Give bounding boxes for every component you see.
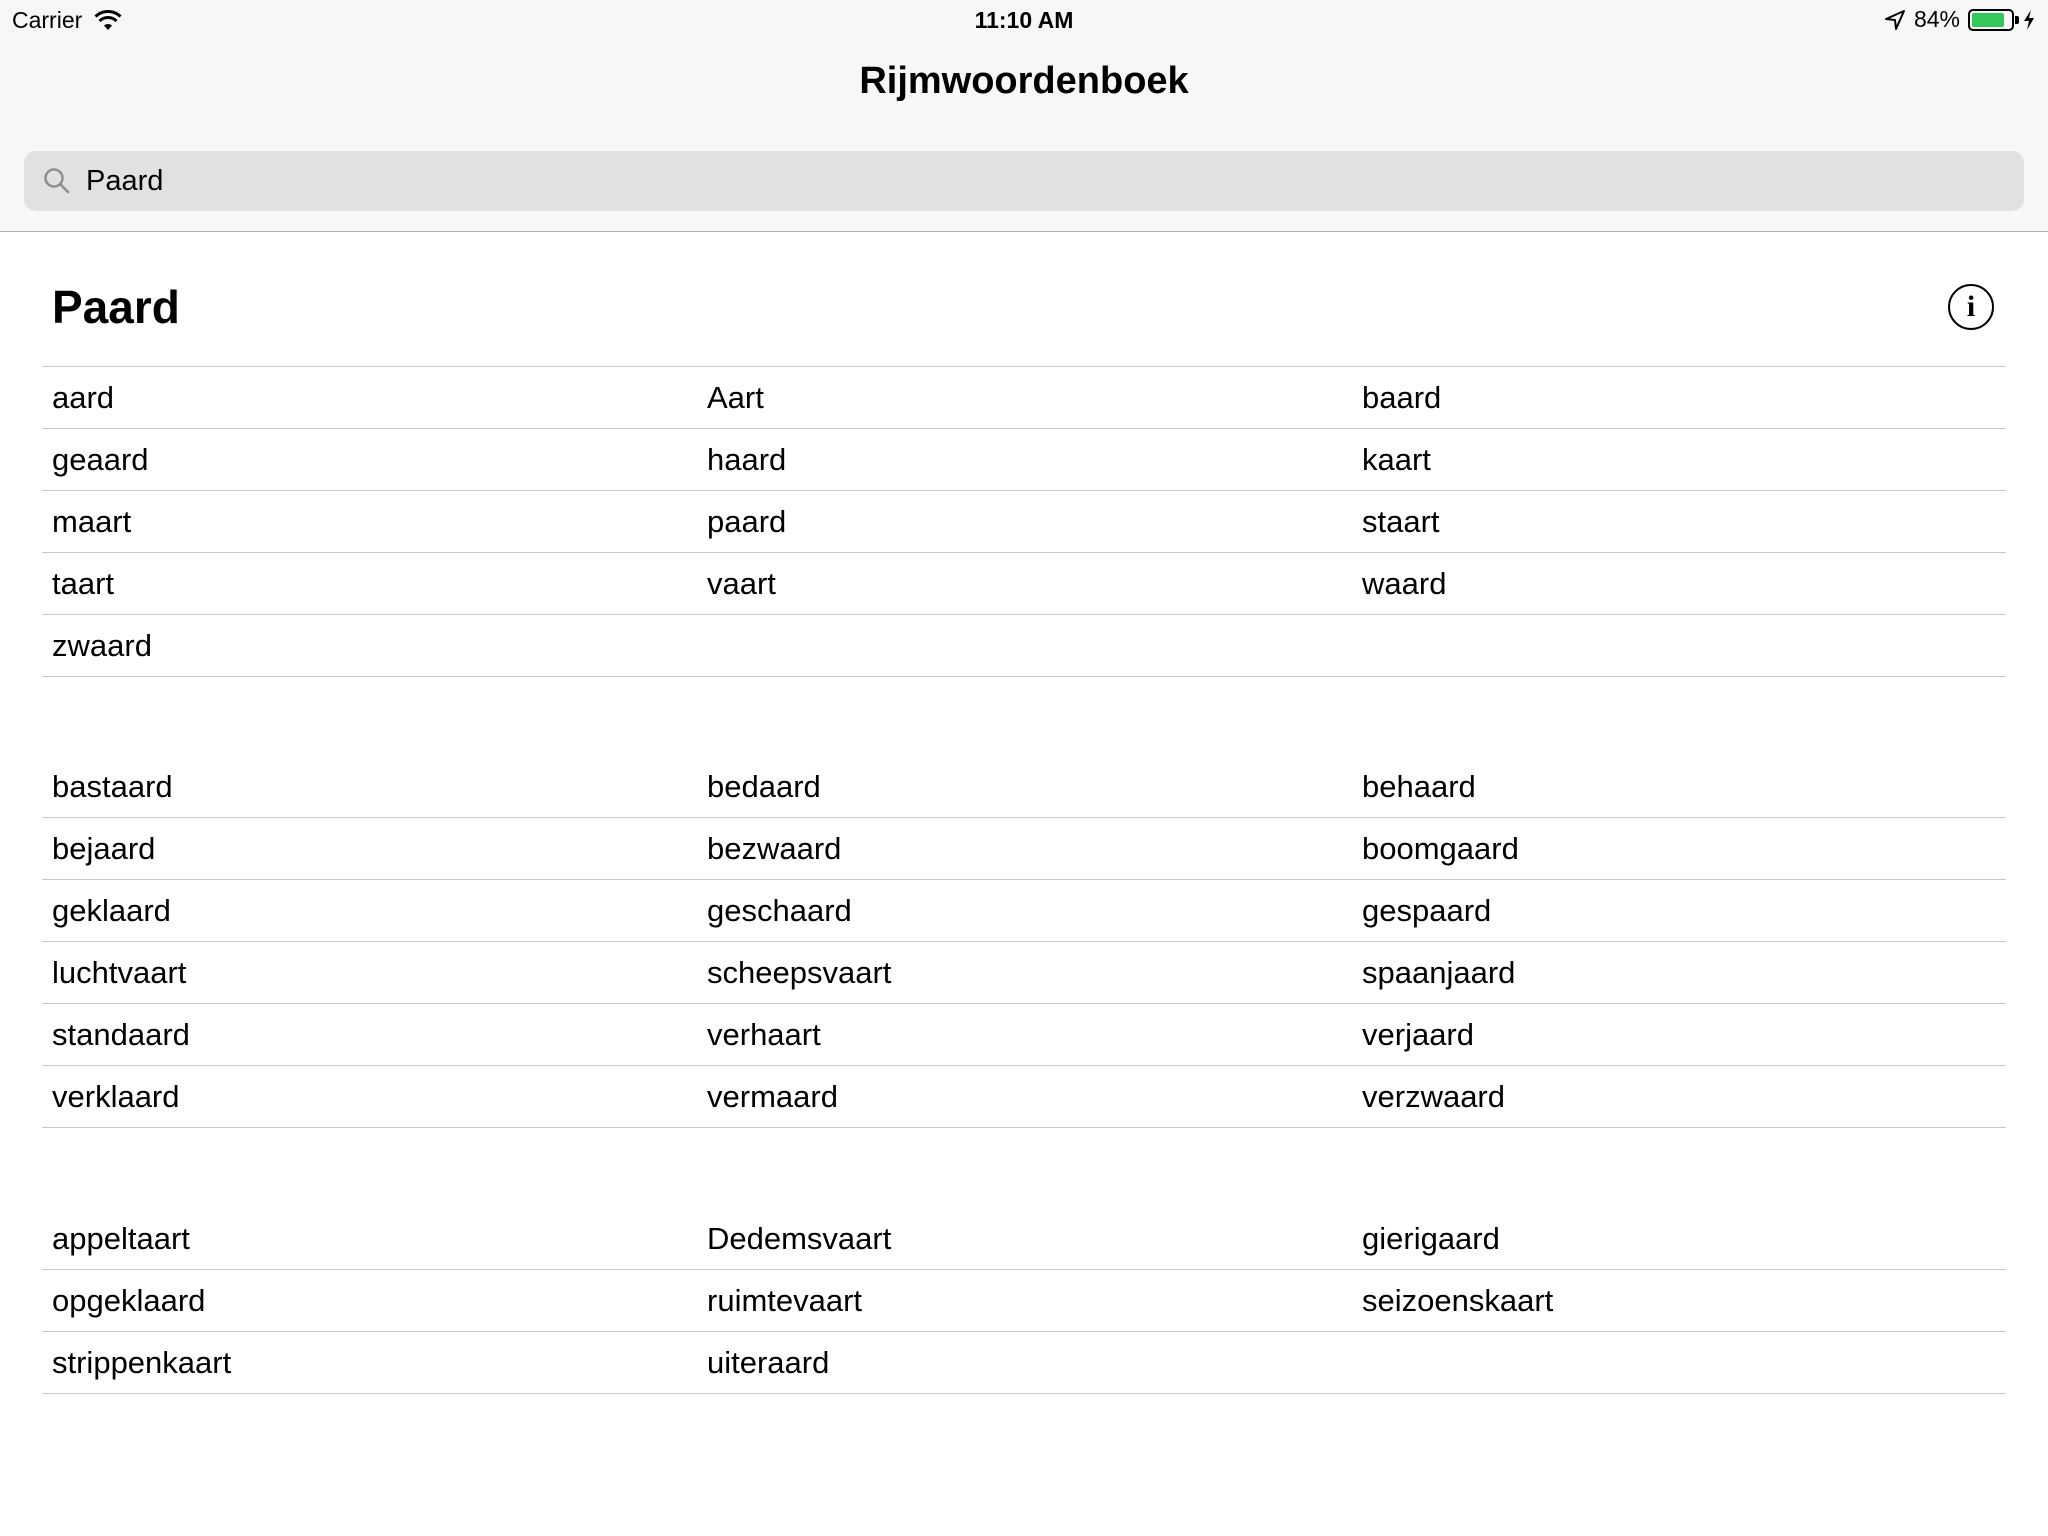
- rhyme-word-cell[interactable]: aard: [42, 367, 697, 429]
- search-bar[interactable]: [24, 151, 2024, 211]
- rhyme-word-cell[interactable]: verhaart: [697, 1004, 1352, 1066]
- rhyme-word-cell[interactable]: kaart: [1352, 429, 2006, 491]
- status-bar: [0, 0, 2048, 40]
- rhyme-word-cell[interactable]: scheepsvaart: [697, 942, 1352, 1004]
- rhyme-word-cell[interactable]: bejaard: [42, 818, 697, 880]
- search-icon: [42, 166, 72, 196]
- rhyme-word-cell[interactable]: staart: [1352, 491, 2006, 553]
- battery-percent: 84%: [1913, 6, 1960, 32]
- info-button[interactable]: [1948, 284, 1994, 330]
- rhyme-word-cell[interactable]: taart: [42, 553, 697, 615]
- rhyme-word-cell[interactable]: gierigaard: [1352, 1208, 2006, 1270]
- rhyme-word-cell[interactable]: bedaard: [697, 756, 1352, 818]
- rhyme-word-cell[interactable]: opgeklaard: [42, 1270, 697, 1332]
- battery-icon: [1968, 9, 2014, 31]
- rhyme-word-cell[interactable]: paard: [697, 491, 1352, 553]
- result-word-title: Paard: [52, 281, 180, 333]
- empty-cell: [1352, 1332, 2006, 1394]
- rhyme-word-cell[interactable]: uiteraard: [697, 1332, 1352, 1394]
- rhyme-word-cell[interactable]: baard: [1352, 367, 2006, 429]
- rhyme-section-1: [42, 366, 2006, 677]
- rhyme-word-cell[interactable]: verzwaard: [1352, 1066, 2006, 1128]
- rhyme-word-cell[interactable]: bastaard: [42, 756, 697, 818]
- rhyme-word-cell[interactable]: seizoenskaart: [1352, 1270, 2006, 1332]
- rhyme-word-cell[interactable]: vaart: [697, 553, 1352, 615]
- rhyme-grid: [42, 366, 2006, 677]
- rhyme-word-cell[interactable]: appeltaart: [42, 1208, 697, 1270]
- rhyme-word-cell[interactable]: vermaard: [697, 1066, 1352, 1128]
- rhyme-word-cell[interactable]: geschaard: [697, 880, 1352, 942]
- rhyme-grid: [42, 1208, 2006, 1394]
- rhyme-word-cell[interactable]: bezwaard: [697, 818, 1352, 880]
- rhyme-word-cell[interactable]: haard: [697, 429, 1352, 491]
- rhyme-word-cell[interactable]: Aart: [697, 367, 1352, 429]
- rhyme-section-3: [42, 1208, 2006, 1394]
- battery-fill: [1972, 13, 2004, 27]
- rhyme-word-cell[interactable]: maart: [42, 491, 697, 553]
- rhyme-word-cell[interactable]: verjaard: [1352, 1004, 2006, 1066]
- status-right: [1884, 6, 2036, 33]
- rhyme-section-2: [42, 756, 2006, 1128]
- empty-cell: [697, 615, 1352, 677]
- location-arrow-icon: [1884, 9, 1906, 31]
- rhyme-word-cell[interactable]: waard: [1352, 553, 2006, 615]
- rhyme-word-cell[interactable]: geaard: [42, 429, 697, 491]
- empty-cell: [1352, 615, 2006, 677]
- rhyme-word-cell[interactable]: gespaard: [1352, 880, 2006, 942]
- rhyme-word-cell[interactable]: verklaard: [42, 1066, 697, 1128]
- rhyme-word-cell[interactable]: zwaard: [42, 615, 697, 677]
- carrier-label: Carrier: [12, 7, 83, 33]
- rhyme-word-cell[interactable]: standaard: [42, 1004, 697, 1066]
- rhyme-word-cell[interactable]: behaard: [1352, 756, 2006, 818]
- nav-title: Rijmwoordenboek: [859, 60, 1189, 102]
- rhyme-word-cell[interactable]: geklaard: [42, 880, 697, 942]
- rhyme-word-cell[interactable]: boomgaard: [1352, 818, 2006, 880]
- search-input[interactable]: [86, 156, 1986, 206]
- rhyme-word-cell[interactable]: luchtvaart: [42, 942, 697, 1004]
- rhyme-word-cell[interactable]: strippenkaart: [42, 1332, 697, 1394]
- rhyme-word-cell[interactable]: Dedemsvaart: [697, 1208, 1352, 1270]
- top-bar: [0, 0, 2048, 232]
- rhyme-word-cell[interactable]: ruimtevaart: [697, 1270, 1352, 1332]
- rhyme-word-cell[interactable]: spaanjaard: [1352, 942, 2006, 1004]
- status-time: 11:10 AM: [974, 7, 1074, 33]
- rhyme-grid: [42, 756, 2006, 1128]
- battery-cap: [2015, 16, 2019, 24]
- charging-bolt-icon: [2022, 9, 2036, 31]
- info-icon: i: [1966, 290, 1976, 323]
